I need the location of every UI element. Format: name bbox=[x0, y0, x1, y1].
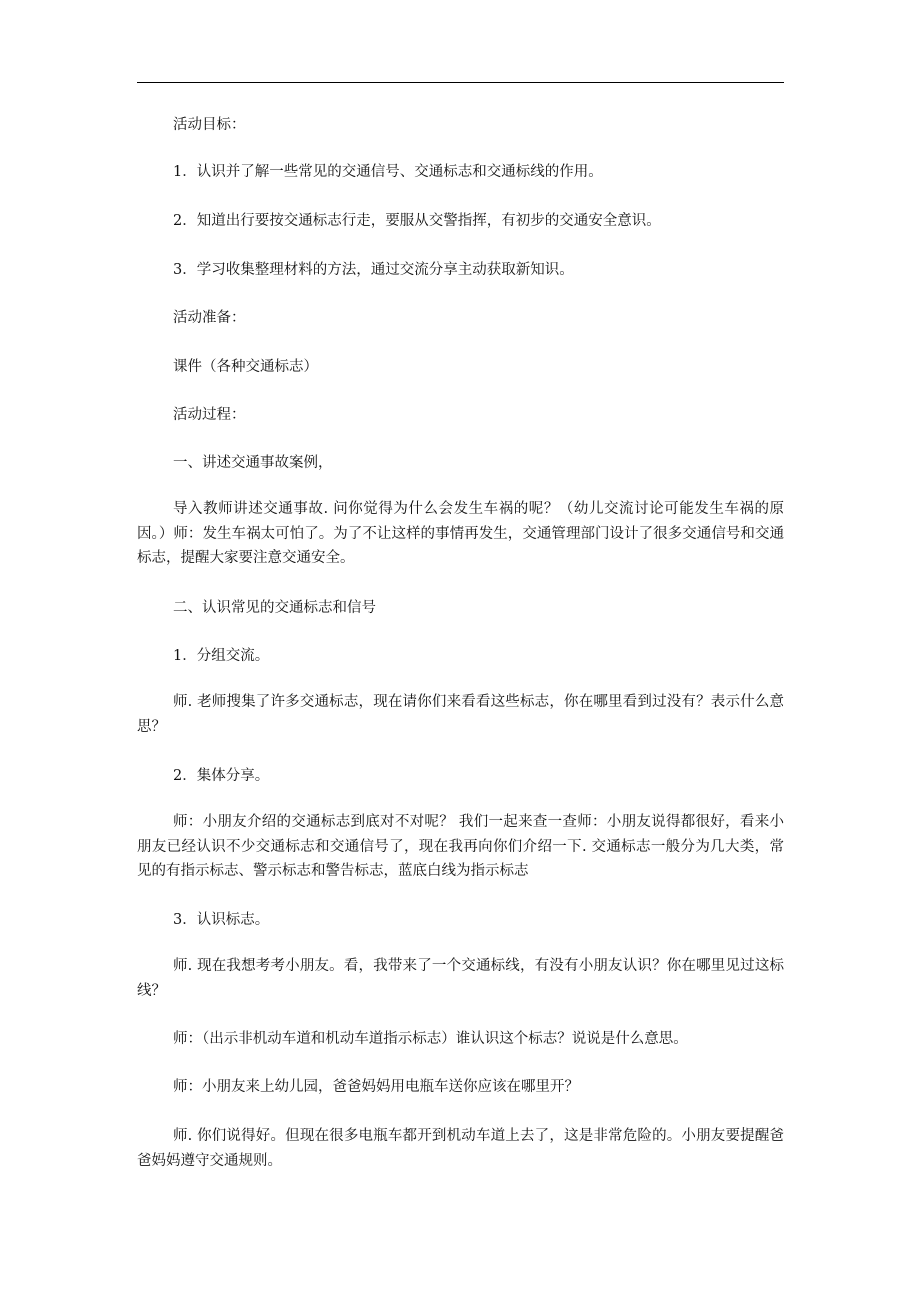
step3-heading: 3．认识标志。 bbox=[173, 912, 270, 928]
step3-text-1: 师. 现在我想考考小朋友。看，我带来了一个交通标线，有没有小朋友认识？你在哪里见过这标线？ bbox=[137, 958, 784, 999]
section2-heading: 二、认识常见的交通标志和信号 bbox=[173, 600, 376, 616]
step2-text: 师：小朋友介绍的交通标志到底对不对呢？ 我们一起来查一查师：小朋友说得都很好，看来小朋友已经认识不少交通标志和交通信号了，现在我再向你们介绍一下. 交通标志一般分为几大类，常见的有指示标志、警示标志和警告标志，蓝底白线为指示标志 bbox=[137, 814, 784, 879]
goal-item-1: 1．认识并了解一些常见的交通信号、交通标志和交通标线的作用。 bbox=[173, 164, 603, 180]
section1-heading: 一、讲述交通事故案例， bbox=[173, 455, 333, 471]
step3-text-4: 师. 你们说得好。但现在很多电瓶车都开到机动车道上去了，这是非常危险的。小朋友要提醒爸爸妈妈遵守交通规则。 bbox=[137, 1128, 784, 1169]
step3-text-3: 师：小朋友来上幼儿园，爸爸妈妈用电瓶车送你应该在哪里开？ bbox=[173, 1079, 579, 1095]
goal-item-3: 3．学习收集整理材料的方法，通过交流分享主动获取新知识。 bbox=[173, 262, 574, 278]
goals-heading: 活动目标： bbox=[173, 117, 246, 133]
step1-text: 师. 老师搜集了许多交通标志，现在请你们来看看这些标志，你在哪里看到过没有？表示什么意思？ bbox=[137, 694, 784, 735]
prep-heading: 活动准备： bbox=[173, 310, 246, 326]
section1-text: 导入教师讲述交通事故. 问你觉得为什么会发生车祸的呢？（幼儿交流讨论可能发生车祸的原因。）师：发生车祸太可怕了。为了不让这样的事情再发生，交通管理部门设计了很多交通信号和交通标志，提醒大家要注意交通安全。 bbox=[137, 501, 784, 566]
process-heading: 活动过程： bbox=[173, 407, 246, 423]
prep-text: 课件（各种交通标志） bbox=[173, 359, 318, 375]
goal-item-2: 2．知道出行要按交通标志行走，要服从交警指挥，有初步的交通安全意识。 bbox=[173, 213, 661, 229]
header-rule bbox=[137, 82, 784, 83]
step1-heading: 1．分组交流。 bbox=[173, 648, 270, 664]
step3-text-2: 师：（出示非机动车道和机动车道指示标志）谁认识这个标志？说说是什么意思。 bbox=[173, 1031, 688, 1047]
step2-heading: 2．集体分享。 bbox=[173, 768, 270, 784]
